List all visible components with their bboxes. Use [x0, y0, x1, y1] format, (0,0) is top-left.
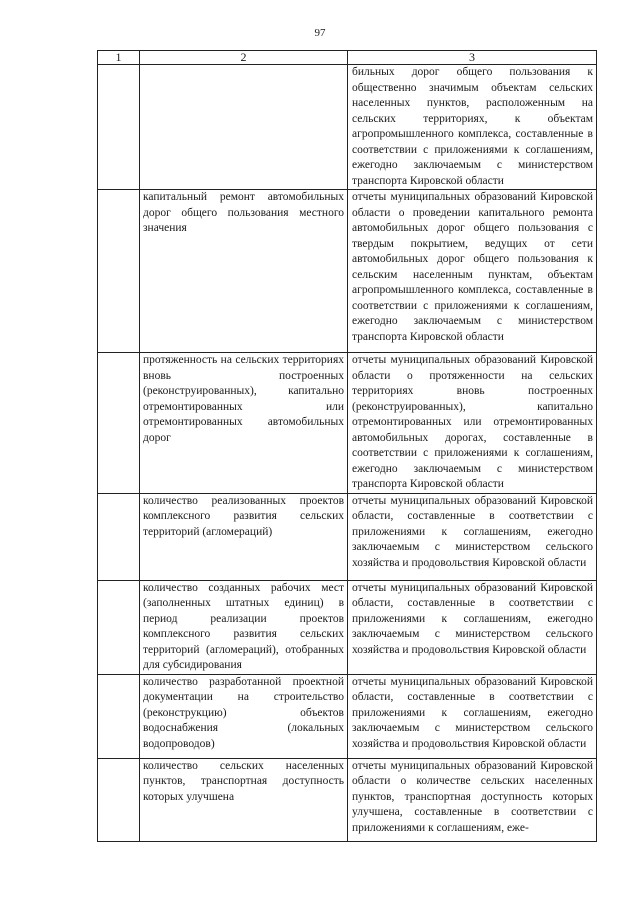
row-cell-3: отчеты муниципальных образований Кировской области о количестве сельских населенных пунктов, транспортная доступность которых улучшена, составленные в соответствии с приложениями к соглашениям, еже-: [348, 758, 597, 841]
row-cell-3: отчеты муниципальных образований Кировской области, составленные в соответствии с приложениями к соглашениям, ежегодно заключаемым с министерством сельского хозяйства и продовольствия Кировской области: [348, 493, 597, 580]
row-cell-1: [98, 580, 140, 674]
table-row: [98, 493, 597, 580]
row-cell-1: [98, 65, 140, 190]
row-cell-3: отчеты муниципальных образований Кировской области, составленные в соответствии с приложениями к соглашениям, ежегодно заключаемым с министерством сельского хозяйства и продовольствия Кировской области: [348, 674, 597, 758]
header-cell-3: 3: [348, 51, 597, 65]
row-cell-2: количество реализованных проектов комплексного развития сельских территорий (агломераций): [140, 493, 348, 580]
row-cell-3: отчеты муниципальных образований Кировской области о протяженности на сельских территориях вновь построенных (реконструированных), капитально отремонтированных или отремонтированных автомобильных дорогах, составленные в соответствии с приложениями к соглашениям, ежегодно заключаемым с министерством транспорта Кировской области: [348, 353, 597, 494]
table-row: [98, 674, 597, 758]
document-table: [97, 50, 597, 842]
table-row: [98, 580, 597, 674]
table-row: [98, 758, 597, 841]
row-cell-1: [98, 674, 140, 758]
table-row: [98, 353, 597, 494]
row-cell-2: количество разработанной проектной документации на строительство (реконструкцию) объектов водоснабжения (локальных водопроводов): [140, 674, 348, 758]
row-cell-3: отчеты муниципальных образований Кировской области о проведении капитального ремонта автомобильных дорог общего пользования с твердым покрытием, ведущих от сети автомобильных дорог общего пользования к сельским населенным пунктам, объектам агропромышленного комплекса, составленные в соответствии с приложениями к соглашениям, ежегодно заключаемым с министерством транспорта Кировской области: [348, 190, 597, 353]
row-cell-2: [140, 65, 348, 190]
table-header-row: [98, 51, 597, 65]
row-cell-1: [98, 758, 140, 841]
header-cell-1: 1: [98, 51, 140, 65]
row-cell-2: количество сельских населенных пунктов, транспортная доступность которых улучшена: [140, 758, 348, 841]
table-row: [98, 65, 597, 190]
row-cell-1: [98, 493, 140, 580]
row-cell-2: протяженность на сельских территориях вновь построенных (реконструированных), капитально отремонтированных или отремонтированных автомобильных дорог: [140, 353, 348, 494]
row-cell-2: капитальный ремонт автомобильных дорог общего пользования местного значения: [140, 190, 348, 353]
row-cell-3: отчеты муниципальных образований Кировской области, составленные в соответствии с приложениями к соглашениям, ежегодно заключаемым с министерством сельского хозяйства и продовольствия Кировской области: [348, 580, 597, 674]
header-cell-2: 2: [140, 51, 348, 65]
row-cell-1: [98, 190, 140, 353]
page-number: 97: [314, 27, 326, 39]
row-cell-1: [98, 353, 140, 494]
table-row: [98, 190, 597, 353]
row-cell-2: количество созданных рабочих мест (заполненных штатных единиц) в период реализации проектов комплексного развития сельских территорий (агломераций), отобранных для субсидирования: [140, 580, 348, 674]
row-cell-3: бильных дорог общего пользования к общественно значимым объектам сельских населенных пунктов, расположенным на сельских территориях, к объектам агропромышленного комплекса, составленные в соответствии с приложениями к соглашениям, ежегодно заключаемым с министерством транспорта Кировской области: [348, 65, 597, 190]
